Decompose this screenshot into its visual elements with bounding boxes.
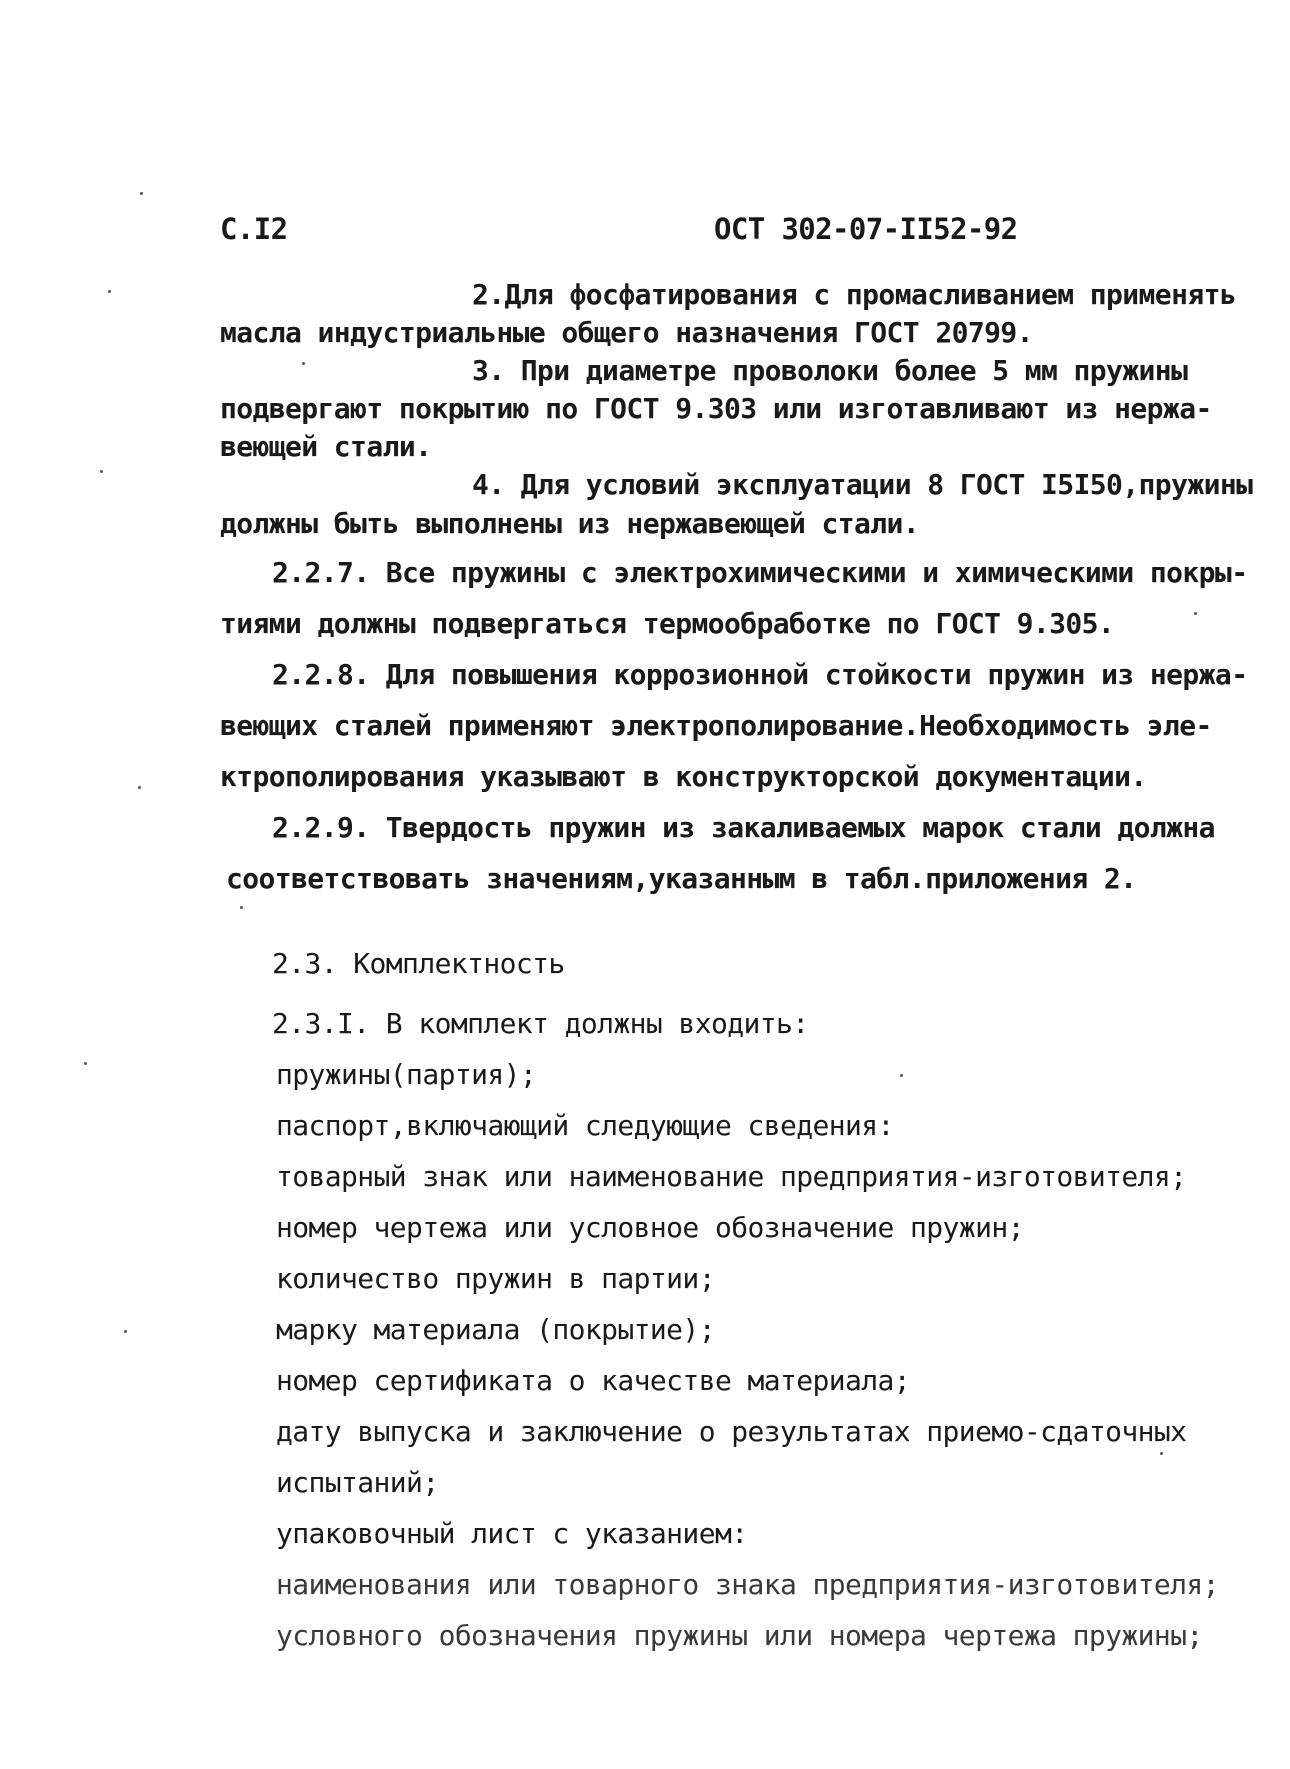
list-item: номер чертежа или условное обозначение пружин; [276,1211,1024,1244]
note-3-line-2: подвергают покрытию по ГОСТ 9.303 или изготавливают из нержа- [220,392,1212,425]
scan-speck [138,786,141,789]
list-item: пружины(партия); [276,1058,537,1091]
clause-2-2-9-line-1: 2.2.9. Твердость пружин из закаливаемых марок стали должна [272,811,1215,844]
page-number: C.I2 [220,212,288,246]
note-4-line-1: 4. Для условий эксплуатации 8 ГОСТ I5I50,пружины [472,468,1253,501]
scan-speck [1160,1452,1163,1455]
note-3-line-3: веющей стали. [220,430,432,463]
standard-designation: ОСТ 302-07-II52-92 [714,212,1018,246]
scan-speck [140,192,143,195]
clause-2-2-8-line-1: 2.2.8. Для повышения коррозионной стойкости пружин из нержа- [272,658,1248,691]
scan-speck [1194,612,1197,615]
list-item: испытаний; [276,1466,439,1499]
list-item: наименования или товарного знака предприятия-изготовителя; [276,1568,1219,1601]
clause-2-2-8-line-2: веющих сталей применяют электрополирование.Необходимость эле- [220,709,1212,742]
section-title: 2.3. Комплектность [272,947,565,980]
list-item: дату выпуска и заключение о результатах приемо-сдаточных [276,1415,1187,1448]
scan-speck [302,362,305,365]
list-item: марку материала (покрытие); [276,1313,715,1346]
scan-speck [124,1330,127,1333]
scan-speck [100,470,103,473]
scan-speck [240,906,243,909]
clause-2-2-7-line-2: тиями должны подвергаться термообработке по ГОСТ 9.305. [220,607,1115,640]
list-item: паспорт,включающий следующие сведения: [276,1109,894,1142]
list-item: номер сертификата о качестве материала; [276,1364,911,1397]
list-item: товарный знак или наименование предприятия-изготовителя; [276,1160,1187,1193]
list-item: количество пружин в партии; [276,1262,715,1295]
note-4-line-2: должны быть выполнены из нержавеющей стали. [220,507,920,540]
note-3-line-1: 3. При диаметре проволоки более 5 мм пружины [472,354,1188,387]
list-item: упаковочный лист с указанием: [276,1517,748,1550]
scan-speck [84,1062,87,1065]
list-item: условного обозначения пружины или номера чертежа пружины; [276,1619,1203,1652]
note-2-line-2: масла индустриальные общего назначения ГОСТ 20799. [220,316,1033,349]
note-2-line-1: 2.Для фосфатирования с промасливанием применять [472,278,1237,311]
scan-speck [900,1074,903,1077]
clause-2-2-8-line-3: ктрополирования указывают в конструкторской документации. [220,760,1147,793]
clause-2-3-1: 2.3.I. В комплект должны входить: [272,1007,809,1040]
clause-2-2-9-line-2: соответствовать значениям,указанным в табл.приложения 2. [226,862,1137,895]
clause-2-2-7-line-1: 2.2.7. Все пружины с электрохимическими и химическими покры- [272,556,1248,589]
scan-speck [108,290,111,293]
